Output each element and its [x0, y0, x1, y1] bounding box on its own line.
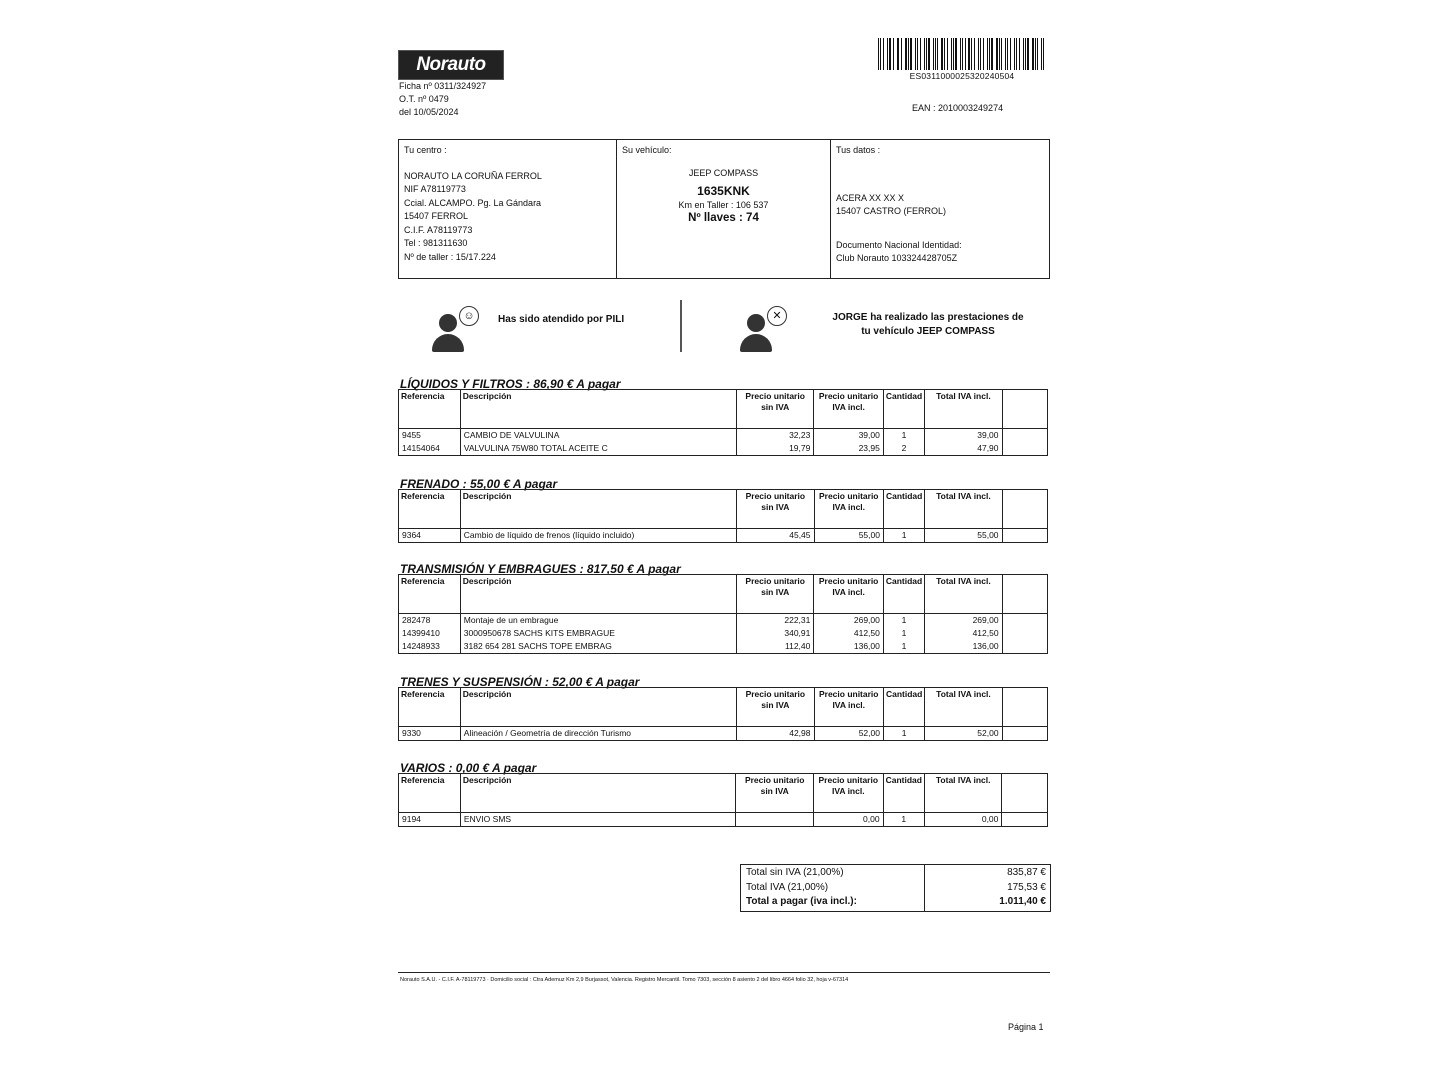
barcode-bar — [887, 38, 888, 70]
invoice-date: del 10/05/2024 — [399, 107, 459, 117]
column-header: Precio unitario IVA incl. — [814, 688, 883, 727]
barcode-bar — [1027, 38, 1029, 70]
barcode-bar — [893, 38, 894, 70]
cell-unit_iva: 269,00 — [814, 614, 883, 628]
vehicle-keys: Nº llaves : 74 — [688, 212, 759, 224]
barcode-bar — [901, 38, 902, 70]
cell-ref: 9330 — [399, 727, 461, 741]
barcode-bar — [1014, 38, 1015, 70]
barcode-image — [878, 38, 1046, 70]
column-header: Descripción — [460, 490, 736, 529]
barcode-bar — [996, 38, 998, 70]
total-sin-iva-label: Total sin IVA (21,00%) — [746, 867, 844, 878]
barcode-bar — [1001, 38, 1002, 70]
cell-total: 136,00 — [925, 640, 1002, 654]
barcode-bar — [951, 38, 952, 70]
barcode-bar — [965, 38, 966, 70]
cell-desc: CAMBIO DE VALVULINA — [460, 429, 736, 443]
barcode-bar — [910, 38, 912, 70]
ean-code: EAN : 2010003249274 — [912, 103, 1004, 113]
cell-unit: 112,40 — [737, 640, 814, 654]
barcode-bar — [1043, 38, 1044, 70]
barcode-bar — [920, 38, 921, 70]
barcode-bar — [955, 38, 956, 70]
column-header: Total IVA incl. — [925, 575, 1002, 614]
smile-icon: ☺ — [459, 306, 479, 326]
cell-unit: 45,45 — [737, 529, 814, 543]
blank-cell — [1002, 442, 1047, 456]
barcode-bar — [1010, 38, 1011, 70]
section-title: VARIOS : 0,00 € A pagar — [400, 761, 537, 775]
total-sin-iva: 835,87 € — [1007, 867, 1046, 878]
cell-unit_iva: 23,95 — [814, 442, 884, 456]
total-pagar: 1.011,40 € — [999, 896, 1046, 907]
cell-unit_iva: 52,00 — [814, 727, 883, 741]
cell-qty: 1 — [883, 529, 924, 543]
barcode-bar — [933, 38, 934, 70]
centro-line: NORAUTO LA CORUÑA FERROL — [404, 170, 542, 181]
barcode-bar — [880, 38, 881, 70]
barcode-bar — [974, 38, 975, 70]
table-header — [399, 575, 1048, 614]
centro-line: Nº de taller : 15/17.224 — [404, 251, 496, 262]
cell-ref: 9194 — [399, 813, 461, 827]
cell-qty: 1 — [883, 640, 924, 654]
column-header: Total IVA incl. — [925, 390, 1002, 429]
column-header: Cantidad — [883, 490, 924, 529]
column-header: Precio unitario sin IVA — [736, 774, 814, 813]
tools-icon: ✕ — [767, 306, 787, 326]
barcode-bar — [971, 38, 972, 70]
barcode-bar — [978, 38, 979, 70]
barcode-bar — [987, 38, 988, 70]
cell-unit_iva: 55,00 — [814, 529, 883, 543]
barcode-bar — [908, 38, 909, 70]
cell-unit: 19,79 — [736, 442, 813, 456]
items-table — [398, 687, 1048, 741]
column-header: Cantidad — [883, 774, 924, 813]
blank-column — [1002, 688, 1047, 727]
column-header: Precio unitario IVA incl. — [814, 490, 883, 529]
section-title: FRENADO : 55,00 € A pagar — [400, 477, 558, 491]
barcode-bar — [1019, 38, 1020, 70]
barcode-bar — [980, 38, 981, 70]
centro-line: 15407 FERROL — [404, 211, 469, 221]
cell-unit: 32,23 — [736, 429, 813, 443]
cell-ref: 14154064 — [399, 442, 461, 456]
cell-desc: Alineación / Geometría de dirección Turismo — [460, 727, 736, 741]
barcode-bar — [897, 38, 898, 70]
cell-desc: 3000950678 SACHS KITS EMBRAGUE — [460, 627, 736, 640]
blank-cell — [1002, 429, 1047, 443]
cell-ref: 14399410 — [399, 627, 461, 640]
column-header: Referencia — [399, 390, 461, 429]
barcode-bar — [999, 38, 1000, 70]
cell-total: 0,00 — [924, 813, 1001, 827]
table-row — [399, 640, 1048, 654]
cell-unit: 222,31 — [737, 614, 814, 628]
column-header: Descripción — [460, 688, 736, 727]
table-row — [399, 813, 1048, 827]
totals-labels — [741, 865, 925, 911]
barcode-bar — [1032, 38, 1033, 70]
barcode-bar — [924, 38, 925, 70]
cell-total: 47,90 — [925, 442, 1002, 456]
table-row — [399, 529, 1048, 543]
barcode-bar — [953, 38, 954, 70]
barcode-bar — [889, 38, 891, 70]
column-header: Total IVA incl. — [925, 490, 1002, 529]
cell-ref: 282478 — [399, 614, 461, 628]
barcode-bar — [905, 38, 906, 70]
barcode-bar — [935, 38, 936, 70]
footer-divider — [398, 972, 1050, 973]
performed-line-1: JORGE ha realizado las prestaciones de — [832, 312, 1024, 323]
column-header: Precio unitario IVA incl. — [813, 774, 883, 813]
cell-unit: 340,91 — [737, 627, 814, 640]
table-row — [399, 727, 1048, 741]
table-row — [399, 627, 1048, 640]
centro-line: Ccial. ALCAMPO. Pg. La Gándara — [404, 197, 542, 208]
total-pagar-label: Total a pagar (iva incl.): — [746, 896, 857, 907]
customer-city: 15407 CASTRO (FERROL) — [836, 206, 947, 216]
table-header — [399, 490, 1048, 529]
cell-total: 412,50 — [925, 627, 1002, 640]
column-header: Precio unitario IVA incl. — [814, 390, 884, 429]
barcode-bar — [989, 38, 990, 70]
cell-unit: 42,98 — [737, 727, 814, 741]
blank-column — [1002, 575, 1047, 614]
items-table — [398, 389, 1048, 456]
cell-total: 269,00 — [925, 614, 1002, 628]
column-header: Cantidad — [883, 688, 924, 727]
cell-qty: 1 — [883, 614, 924, 628]
blank-cell — [1002, 614, 1047, 628]
barcode-bar — [1016, 38, 1017, 70]
barcode-bar — [926, 38, 927, 70]
total-iva: 175,53 € — [1007, 881, 1046, 893]
barcode-bar — [1007, 38, 1008, 70]
cell-qty: 1 — [883, 727, 924, 741]
blank-cell — [1002, 640, 1047, 654]
cell-unit_iva: 412,50 — [814, 627, 883, 640]
table-row — [399, 442, 1048, 456]
barcode-bar — [1037, 38, 1038, 70]
centro-label: Tu centro : — [404, 145, 447, 155]
cell-qty: 1 — [883, 813, 924, 827]
ficha-number: Ficha nº 0311/324927 — [399, 81, 487, 91]
barcode-bar — [1005, 38, 1006, 70]
column-header: Descripción — [460, 390, 736, 429]
cell-desc: 3182 654 281 SACHS TOPE EMBRAG — [460, 640, 736, 654]
barcode-bar — [941, 38, 943, 70]
customer-address: ACERA XX XX X — [836, 192, 905, 203]
cell-unit — [736, 813, 814, 827]
blank-cell — [1002, 529, 1047, 543]
performed-by — [808, 311, 1048, 339]
barcode-number: ES0311000025320240504 — [909, 71, 1015, 81]
staff-row — [398, 296, 1048, 356]
norauto-logo: Norauto — [398, 50, 504, 80]
column-header: Precio unitario IVA incl. — [814, 575, 883, 614]
barcode-bar — [1041, 38, 1042, 70]
centro-line: C.I.F. A78119773 — [404, 224, 473, 235]
column-header: Referencia — [399, 688, 461, 727]
items-table — [398, 773, 1048, 827]
barcode-bar — [915, 38, 916, 70]
divider — [680, 300, 682, 352]
info-boxes — [398, 139, 1050, 279]
column-header: Cantidad — [883, 575, 924, 614]
cell-desc: Montaje de un embrague — [460, 614, 736, 628]
items-table — [398, 574, 1048, 654]
vehiculo-label: Su vehículo: — [622, 145, 672, 155]
section-title: LÍQUIDOS Y FILTROS : 86,90 € A pagar — [400, 377, 621, 391]
cell-qty: 1 — [883, 429, 924, 443]
cell-ref: 9455 — [399, 429, 461, 443]
barcode-bar — [968, 38, 970, 70]
section-title: TRENES Y SUSPENSIÓN : 52,00 € A pagar — [400, 675, 640, 689]
column-header: Cantidad — [883, 390, 924, 429]
barcode-bar — [878, 38, 879, 70]
blank-column — [1002, 490, 1047, 529]
cell-desc: Cambio de líquido de frenos (líquido incluido) — [460, 529, 736, 543]
column-header: Precio unitario sin IVA — [737, 688, 814, 727]
column-header: Total IVA incl. — [925, 688, 1002, 727]
attended-by: Has sido atendido por PILI — [498, 314, 625, 325]
vehiculo-box — [617, 140, 831, 278]
datos-box — [831, 140, 1049, 278]
cell-unit_iva: 39,00 — [814, 429, 884, 443]
vehicle-model: JEEP COMPASS — [688, 167, 759, 178]
cell-ref: 14248933 — [399, 640, 461, 654]
total-iva-label: Total IVA (21,00%) — [746, 881, 829, 893]
barcode-bar — [960, 38, 961, 70]
barcode-bar — [898, 38, 899, 70]
barcode-bar — [1035, 38, 1036, 70]
customer-club: Club Norauto 103324428705Z — [836, 253, 958, 263]
items-table — [398, 489, 1048, 543]
cell-total: 52,00 — [925, 727, 1002, 741]
barcode-bar — [1025, 38, 1026, 70]
column-header: Total IVA incl. — [924, 774, 1001, 813]
cell-total: 55,00 — [925, 529, 1002, 543]
ot-number: O.T. nº 0479 — [399, 94, 449, 104]
table-row — [399, 614, 1048, 628]
barcode-bar — [944, 38, 945, 70]
page-number: Página 1 — [1008, 1022, 1044, 1032]
cell-unit_iva: 136,00 — [814, 640, 883, 654]
table-header — [399, 774, 1048, 813]
table-header — [399, 688, 1048, 727]
column-header: Referencia — [399, 575, 461, 614]
blank-column — [1002, 390, 1047, 429]
license-plate: 1635KNK — [697, 184, 750, 198]
barcode-bar — [962, 38, 963, 70]
column-header: Precio unitario sin IVA — [736, 390, 813, 429]
column-header: Referencia — [399, 774, 461, 813]
blank-cell — [1002, 813, 1048, 827]
barcode-bar — [991, 38, 992, 70]
totals-box — [740, 864, 1051, 912]
barcode-bar — [1023, 38, 1024, 70]
datos-label: Tus datos : — [836, 145, 881, 155]
cell-desc: ENVIO SMS — [460, 813, 736, 827]
totals-values — [925, 865, 1050, 911]
table-row — [399, 429, 1048, 443]
cell-qty: 2 — [883, 442, 924, 456]
section-title: TRANSMISIÓN Y EMBRAGUES : 817,50 € A pagar — [400, 562, 681, 576]
cell-unit_iva: 0,00 — [813, 813, 883, 827]
vehicle-km: Km en Taller : 106 537 — [678, 199, 769, 210]
legal-footer: Norauto S.A.U. - C.I.F. A-78119773 · Domicilio social : Ctra Ademuz Km 2,9 Burjassot, Valencia. Registro Mercantil. Tomo 7303, sección 8 asiento 2 del libro 4664 folio 32, hoja v-67314 — [400, 977, 849, 983]
table-header — [399, 390, 1048, 429]
blank-column — [1002, 774, 1048, 813]
barcode-bar — [937, 38, 938, 70]
performed-line-2: tu vehículo JEEP COMPASS — [861, 326, 995, 337]
barcode-bar — [917, 38, 918, 70]
centro-line: NIF A78119773 — [404, 184, 466, 194]
column-header: Referencia — [399, 490, 461, 529]
barcode-bar — [928, 38, 929, 70]
barcode-bar — [883, 38, 884, 70]
centro-box — [399, 140, 617, 278]
cell-ref: 9364 — [399, 529, 461, 543]
column-header: Precio unitario sin IVA — [737, 575, 814, 614]
cell-total: 39,00 — [925, 429, 1002, 443]
cell-qty: 1 — [883, 627, 924, 640]
barcode-bar — [947, 38, 948, 70]
cell-desc: VALVULINA 75W80 TOTAL ACEITE C — [460, 442, 736, 456]
centro-line: Tel : 981311630 — [404, 238, 468, 248]
barcode-bar — [983, 38, 984, 70]
blank-cell — [1002, 627, 1047, 640]
blank-cell — [1002, 727, 1047, 741]
column-header: Descripción — [460, 575, 736, 614]
customer-dni: Documento Nacional Identidad: — [836, 239, 962, 250]
column-header: Precio unitario sin IVA — [737, 490, 814, 529]
column-header: Descripción — [460, 774, 736, 813]
